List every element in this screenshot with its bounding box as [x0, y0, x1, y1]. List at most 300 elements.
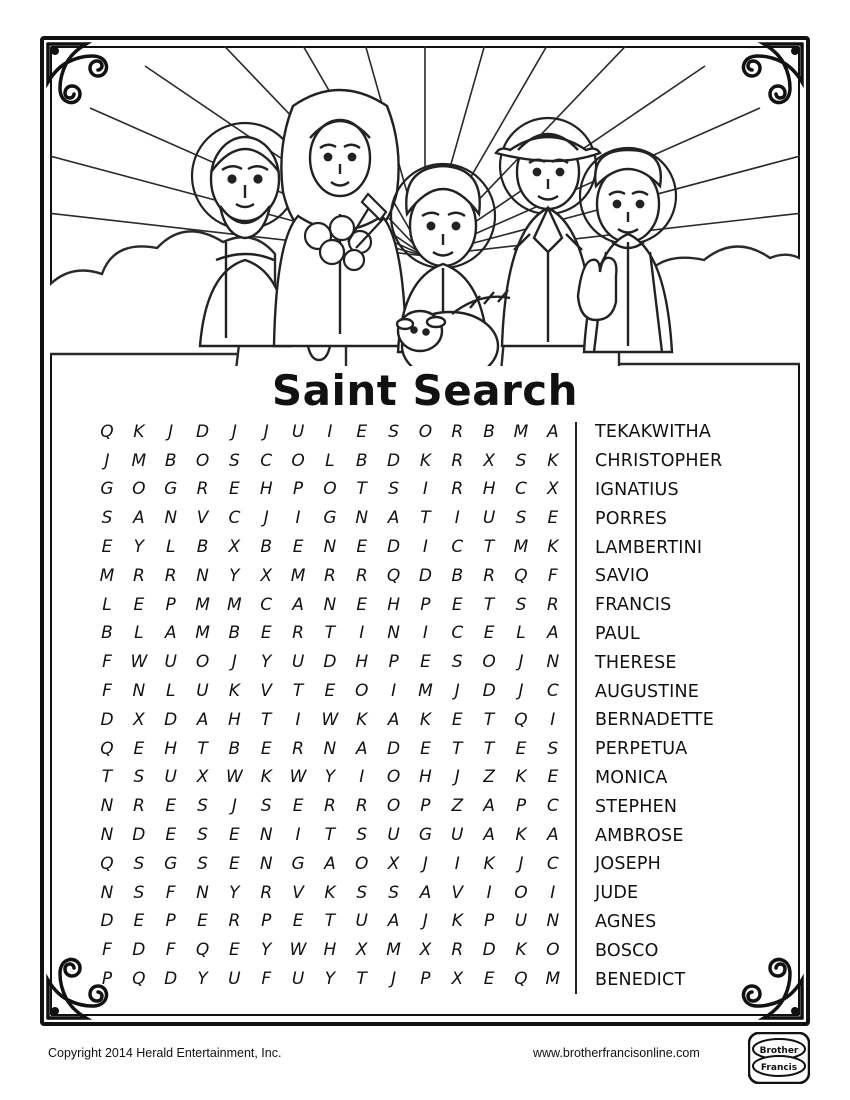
grid-letter[interactable]: S: [356, 882, 368, 903]
grid-letter[interactable]: R: [483, 565, 496, 586]
grid-letter[interactable]: A: [196, 709, 209, 730]
grid-letter[interactable]: E: [483, 623, 495, 644]
grid-letter[interactable]: N: [546, 652, 560, 673]
grid-letter[interactable]: O: [355, 681, 369, 702]
grid-letter[interactable]: U: [291, 421, 305, 442]
grid-letter[interactable]: N: [323, 738, 337, 759]
grid-letter[interactable]: D: [132, 825, 146, 846]
grid-letter[interactable]: E: [260, 623, 272, 644]
grid-letter[interactable]: A: [133, 508, 145, 529]
grid-letter[interactable]: R: [451, 450, 464, 471]
grid-letter[interactable]: X: [260, 565, 273, 586]
grid-letter[interactable]: T: [483, 537, 495, 558]
word-list-item[interactable]: CHRISTOPHER: [595, 451, 723, 472]
grid-letter[interactable]: J: [263, 421, 269, 442]
word-list-item[interactable]: AGNES: [595, 911, 657, 932]
word-list-item[interactable]: SAVIO: [595, 566, 650, 587]
grid-letter[interactable]: A: [387, 911, 400, 932]
grid-letter[interactable]: C: [451, 537, 464, 558]
grid-letter[interactable]: K: [483, 853, 495, 874]
grid-letter[interactable]: N: [259, 825, 273, 846]
grid-letter[interactable]: Y: [261, 652, 272, 673]
grid-letter[interactable]: Y: [324, 969, 336, 990]
grid-letter[interactable]: S: [547, 738, 559, 759]
grid-letter[interactable]: E: [229, 853, 240, 874]
grid-letter[interactable]: Q: [100, 421, 114, 442]
grid-letter[interactable]: K: [260, 767, 272, 788]
grid-letter[interactable]: K: [356, 709, 368, 730]
grid-letter[interactable]: N: [132, 681, 146, 702]
grid-letter[interactable]: O: [386, 767, 401, 788]
word-list-item[interactable]: BERNADETTE: [595, 710, 714, 731]
grid-letter[interactable]: S: [197, 825, 208, 846]
grid-letter[interactable]: X: [196, 767, 209, 788]
grid-letter[interactable]: D: [132, 940, 146, 961]
grid-letter[interactable]: R: [355, 796, 368, 817]
grid-letter[interactable]: U: [228, 969, 241, 990]
grid-letter[interactable]: E: [133, 911, 145, 932]
grid-letter[interactable]: A: [546, 825, 559, 846]
grid-letter[interactable]: P: [420, 796, 431, 817]
grid-letter[interactable]: H: [259, 479, 273, 500]
grid-letter[interactable]: B: [260, 537, 273, 558]
grid-letter[interactable]: D: [418, 565, 432, 586]
grid-letter[interactable]: O: [132, 479, 146, 500]
grid-letter[interactable]: Z: [483, 767, 495, 788]
grid-letter[interactable]: C: [260, 450, 273, 471]
grid-letter[interactable]: T: [292, 681, 304, 702]
grid-letter[interactable]: R: [196, 479, 209, 500]
grid-letter[interactable]: S: [197, 796, 208, 817]
grid-letter[interactable]: I: [295, 709, 301, 730]
grid-letter[interactable]: O: [323, 479, 337, 500]
grid-letter[interactable]: W: [289, 767, 307, 788]
grid-letter[interactable]: N: [196, 882, 209, 903]
grid-letter[interactable]: X: [419, 940, 432, 961]
grid-letter[interactable]: R: [546, 594, 559, 615]
grid-letter[interactable]: D: [100, 709, 114, 730]
grid-letter[interactable]: J: [391, 969, 397, 990]
grid-letter[interactable]: I: [454, 853, 460, 874]
grid-letter[interactable]: B: [355, 450, 368, 471]
grid-letter[interactable]: N: [196, 565, 209, 586]
grid-letter[interactable]: E: [101, 537, 113, 558]
grid-letter[interactable]: C: [546, 853, 559, 874]
grid-letter[interactable]: K: [419, 450, 432, 471]
grid-letter[interactable]: T: [324, 825, 336, 846]
grid-letter[interactable]: S: [260, 796, 272, 817]
grid-letter[interactable]: Y: [133, 537, 145, 558]
grid-letter[interactable]: N: [387, 623, 400, 644]
grid-letter[interactable]: N: [259, 853, 273, 874]
grid-letter[interactable]: C: [546, 681, 559, 702]
grid-letter[interactable]: M: [545, 969, 561, 990]
grid-letter[interactable]: K: [515, 825, 527, 846]
grid-letter[interactable]: Y: [324, 767, 336, 788]
grid-letter[interactable]: J: [454, 681, 460, 702]
grid-letter[interactable]: I: [422, 537, 428, 558]
grid-letter[interactable]: R: [132, 796, 145, 817]
grid-letter[interactable]: T: [483, 594, 495, 615]
grid-letter[interactable]: S: [388, 421, 399, 442]
grid-letter[interactable]: D: [100, 911, 114, 932]
grid-letter[interactable]: I: [550, 709, 556, 730]
grid-letter[interactable]: Q: [514, 969, 528, 990]
grid-letter[interactable]: T: [101, 767, 113, 788]
grid-letter[interactable]: I: [422, 479, 428, 500]
grid-letter[interactable]: L: [325, 450, 335, 471]
grid-letter[interactable]: I: [550, 882, 556, 903]
grid-letter[interactable]: T: [261, 709, 272, 730]
grid-letter[interactable]: T: [324, 911, 336, 932]
grid-letter[interactable]: V: [196, 508, 209, 529]
grid-letter[interactable]: J: [231, 652, 237, 673]
grid-letter[interactable]: Q: [100, 853, 114, 874]
grid-letter[interactable]: L: [516, 623, 526, 644]
word-list-item[interactable]: AMBROSE: [595, 825, 684, 846]
grid-letter[interactable]: G: [323, 508, 337, 529]
grid-letter[interactable]: M: [290, 565, 306, 586]
word-list-item[interactable]: IGNATIUS: [595, 479, 679, 500]
grid-letter[interactable]: U: [291, 969, 305, 990]
word-list-item[interactable]: FRANCIS: [595, 595, 672, 616]
grid-letter[interactable]: S: [228, 450, 240, 471]
grid-letter[interactable]: A: [355, 738, 368, 759]
grid-letter[interactable]: U: [451, 825, 464, 846]
grid-letter[interactable]: E: [197, 911, 208, 932]
grid-letter[interactable]: P: [515, 796, 527, 817]
grid-letter[interactable]: S: [133, 853, 145, 874]
grid-letter[interactable]: X: [228, 537, 241, 558]
grid-letter[interactable]: G: [418, 825, 433, 846]
grid-letter[interactable]: A: [387, 508, 400, 529]
grid-letter[interactable]: F: [102, 940, 112, 961]
grid-letter[interactable]: X: [546, 479, 559, 500]
grid-letter[interactable]: S: [451, 652, 463, 673]
grid-letter[interactable]: H: [355, 652, 369, 673]
grid-letter[interactable]: E: [356, 421, 368, 442]
grid-letter[interactable]: I: [486, 882, 492, 903]
grid-letter[interactable]: J: [104, 450, 110, 471]
grid-letter[interactable]: I: [295, 508, 301, 529]
grid-letter[interactable]: S: [515, 450, 527, 471]
grid-letter[interactable]: K: [515, 767, 527, 788]
grid-letter[interactable]: U: [355, 911, 368, 932]
grid-letter[interactable]: U: [291, 652, 305, 673]
grid-letter[interactable]: H: [227, 709, 241, 730]
grid-letter[interactable]: Q: [132, 969, 146, 990]
grid-letter[interactable]: E: [356, 537, 368, 558]
grid-letter[interactable]: E: [420, 652, 431, 673]
grid-letter[interactable]: I: [422, 623, 428, 644]
grid-letter[interactable]: N: [323, 594, 337, 615]
grid-letter[interactable]: N: [100, 882, 114, 903]
grid-letter[interactable]: C: [546, 796, 559, 817]
grid-letter[interactable]: E: [515, 738, 527, 759]
grid-letter[interactable]: D: [482, 681, 496, 702]
grid-letter[interactable]: E: [292, 911, 304, 932]
grid-letter[interactable]: H: [419, 767, 432, 788]
grid-letter[interactable]: P: [261, 911, 272, 932]
grid-letter[interactable]: P: [388, 652, 399, 673]
grid-letter[interactable]: S: [515, 508, 527, 529]
grid-letter[interactable]: C: [451, 623, 464, 644]
grid-letter[interactable]: K: [228, 681, 240, 702]
grid-letter[interactable]: E: [133, 738, 145, 759]
word-list-item[interactable]: PORRES: [595, 508, 668, 529]
grid-letter[interactable]: J: [422, 911, 428, 932]
grid-letter[interactable]: F: [547, 565, 558, 586]
grid-letter[interactable]: D: [164, 969, 178, 990]
grid-letter[interactable]: J: [518, 681, 524, 702]
grid-letter[interactable]: K: [133, 421, 145, 442]
grid-letter[interactable]: O: [418, 421, 433, 442]
grid-letter[interactable]: N: [100, 825, 114, 846]
grid-letter[interactable]: J: [231, 421, 237, 442]
word-list-item[interactable]: JOSEPH: [595, 854, 662, 875]
grid-letter[interactable]: E: [133, 594, 145, 615]
grid-letter[interactable]: D: [387, 738, 401, 759]
grid-letter[interactable]: O: [195, 652, 210, 673]
grid-letter[interactable]: O: [291, 450, 305, 471]
word-list-item[interactable]: BOSCO: [595, 940, 659, 961]
grid-letter[interactable]: E: [547, 508, 559, 529]
grid-letter[interactable]: T: [356, 969, 367, 990]
grid-letter[interactable]: U: [164, 767, 177, 788]
grid-letter[interactable]: R: [324, 565, 336, 586]
grid-letter[interactable]: P: [101, 969, 113, 990]
grid-letter[interactable]: J: [454, 767, 460, 788]
grid-letter[interactable]: X: [483, 450, 495, 471]
grid-letter[interactable]: R: [260, 882, 273, 903]
grid-letter[interactable]: T: [420, 508, 431, 529]
grid-letter[interactable]: Q: [386, 565, 401, 586]
website-url[interactable]: www.brotherfrancisonline.com: [533, 1046, 700, 1060]
grid-letter[interactable]: Z: [451, 796, 464, 817]
grid-letter[interactable]: W: [289, 940, 307, 961]
grid-letter[interactable]: I: [359, 767, 365, 788]
grid-letter[interactable]: S: [356, 825, 368, 846]
grid-letter[interactable]: T: [483, 738, 495, 759]
grid-letter[interactable]: L: [134, 623, 144, 644]
grid-letter[interactable]: F: [165, 882, 176, 903]
grid-letter[interactable]: E: [292, 537, 304, 558]
grid-letter[interactable]: R: [164, 565, 177, 586]
word-list-item[interactable]: THERESE: [595, 652, 677, 673]
word-list-item[interactable]: PAUL: [595, 623, 640, 644]
grid-letter[interactable]: C: [260, 594, 273, 615]
grid-letter[interactable]: I: [327, 421, 333, 442]
grid-letter[interactable]: O: [386, 796, 401, 817]
word-list-item[interactable]: STEPHEN: [595, 796, 678, 817]
grid-letter[interactable]: B: [228, 738, 241, 759]
grid-letter[interactable]: M: [418, 681, 433, 702]
grid-letter[interactable]: P: [420, 594, 431, 615]
grid-letter[interactable]: M: [195, 623, 210, 644]
grid-letter[interactable]: A: [164, 623, 177, 644]
grid-letter[interactable]: S: [515, 594, 527, 615]
grid-letter[interactable]: E: [229, 479, 240, 500]
word-list-item[interactable]: BENEDICT: [595, 969, 686, 990]
grid-letter[interactable]: M: [131, 450, 147, 471]
grid-letter[interactable]: F: [165, 940, 176, 961]
grid-letter[interactable]: I: [359, 623, 365, 644]
grid-letter[interactable]: O: [195, 450, 210, 471]
grid-letter[interactable]: C: [515, 479, 527, 500]
grid-letter[interactable]: J: [518, 853, 524, 874]
word-list-item[interactable]: AUGUSTINE: [595, 681, 700, 702]
grid-letter[interactable]: N: [164, 508, 178, 529]
grid-letter[interactable]: Y: [197, 969, 208, 990]
grid-letter[interactable]: W: [130, 652, 148, 673]
grid-letter[interactable]: E: [229, 825, 240, 846]
grid-letter[interactable]: K: [419, 709, 432, 730]
grid-letter[interactable]: B: [228, 623, 241, 644]
grid-letter[interactable]: S: [388, 882, 399, 903]
grid-letter[interactable]: V: [451, 882, 464, 903]
grid-letter[interactable]: L: [165, 537, 176, 558]
grid-letter[interactable]: M: [195, 594, 210, 615]
grid-letter[interactable]: E: [324, 681, 336, 702]
grid-letter[interactable]: B: [164, 450, 177, 471]
grid-letter[interactable]: R: [451, 421, 464, 442]
word-list-item[interactable]: JUDE: [595, 883, 639, 904]
word-list-item[interactable]: MONICA: [595, 767, 668, 788]
grid-letter[interactable]: A: [324, 853, 336, 874]
grid-letter[interactable]: M: [513, 537, 529, 558]
grid-letter[interactable]: K: [547, 537, 559, 558]
grid-letter[interactable]: P: [165, 594, 176, 615]
grid-letter[interactable]: F: [102, 681, 112, 702]
grid-letter[interactable]: U: [196, 681, 209, 702]
grid-letter[interactable]: K: [515, 940, 527, 961]
grid-letter[interactable]: A: [419, 882, 432, 903]
grid-letter[interactable]: N: [323, 537, 337, 558]
grid-letter[interactable]: R: [451, 479, 464, 500]
grid-letter[interactable]: R: [451, 940, 464, 961]
grid-letter[interactable]: O: [482, 652, 496, 673]
grid-letter[interactable]: R: [132, 565, 145, 586]
grid-letter[interactable]: S: [197, 853, 208, 874]
grid-letter[interactable]: S: [133, 882, 145, 903]
grid-letter[interactable]: J: [263, 508, 269, 529]
grid-letter[interactable]: H: [387, 594, 400, 615]
grid-letter[interactable]: E: [260, 738, 272, 759]
grid-letter[interactable]: J: [168, 421, 174, 442]
grid-letter[interactable]: A: [546, 421, 559, 442]
grid-letter[interactable]: V: [292, 882, 304, 903]
grid-letter[interactable]: Y: [261, 940, 272, 961]
grid-letter[interactable]: H: [323, 940, 337, 961]
grid-letter[interactable]: H: [164, 738, 178, 759]
grid-letter[interactable]: N: [100, 796, 114, 817]
grid-letter[interactable]: K: [324, 882, 336, 903]
grid-letter[interactable]: E: [451, 594, 463, 615]
grid-letter[interactable]: F: [102, 652, 112, 673]
grid-letter[interactable]: X: [387, 853, 400, 874]
grid-letter[interactable]: Y: [229, 565, 240, 586]
grid-letter[interactable]: U: [514, 911, 528, 932]
grid-letter[interactable]: T: [356, 479, 367, 500]
grid-letter[interactable]: M: [513, 421, 529, 442]
grid-letter[interactable]: G: [291, 853, 305, 874]
grid-letter[interactable]: L: [102, 594, 112, 615]
grid-letter[interactable]: A: [546, 623, 559, 644]
grid-letter[interactable]: D: [387, 450, 401, 471]
grid-letter[interactable]: P: [483, 911, 495, 932]
grid-letter[interactable]: I: [391, 681, 397, 702]
grid-letter[interactable]: A: [292, 594, 304, 615]
grid-letter[interactable]: A: [483, 825, 495, 846]
grid-letter[interactable]: B: [483, 421, 495, 442]
grid-letter[interactable]: P: [165, 911, 176, 932]
grid-letter[interactable]: T: [324, 623, 336, 644]
grid-letter[interactable]: E: [292, 796, 304, 817]
grid-letter[interactable]: E: [547, 767, 559, 788]
grid-letter[interactable]: X: [133, 709, 145, 730]
grid-letter[interactable]: U: [164, 652, 177, 673]
grid-letter[interactable]: E: [483, 969, 495, 990]
grid-letter[interactable]: O: [546, 940, 560, 961]
grid-letter[interactable]: U: [387, 825, 400, 846]
grid-letter[interactable]: S: [388, 479, 399, 500]
grid-letter[interactable]: C: [228, 508, 241, 529]
grid-letter[interactable]: X: [451, 969, 464, 990]
grid-letter[interactable]: H: [482, 479, 496, 500]
grid-letter[interactable]: J: [231, 796, 237, 817]
grid-letter[interactable]: W: [225, 767, 243, 788]
grid-letter[interactable]: R: [292, 738, 304, 759]
grid-letter[interactable]: X: [355, 940, 368, 961]
grid-letter[interactable]: M: [227, 594, 242, 615]
grid-letter[interactable]: W: [321, 709, 339, 730]
grid-letter[interactable]: Q: [514, 709, 528, 730]
grid-letter[interactable]: B: [101, 623, 113, 644]
grid-letter[interactable]: R: [324, 796, 336, 817]
grid-letter[interactable]: G: [164, 853, 178, 874]
grid-letter[interactable]: O: [514, 882, 528, 903]
grid-letter[interactable]: S: [101, 508, 113, 529]
grid-letter[interactable]: J: [518, 652, 524, 673]
grid-letter[interactable]: L: [165, 681, 176, 702]
grid-letter[interactable]: U: [482, 508, 496, 529]
grid-letter[interactable]: B: [451, 565, 464, 586]
grid-letter[interactable]: P: [420, 969, 431, 990]
word-list-item[interactable]: LAMBERTINI: [595, 537, 703, 558]
grid-letter[interactable]: Y: [229, 882, 240, 903]
word-list-item[interactable]: TEKAKWITHA: [595, 422, 712, 443]
grid-letter[interactable]: T: [452, 738, 463, 759]
grid-letter[interactable]: Q: [514, 565, 528, 586]
grid-letter[interactable]: R: [292, 623, 304, 644]
word-list-item[interactable]: PERPETUA: [595, 739, 688, 760]
grid-letter[interactable]: E: [451, 709, 463, 730]
grid-letter[interactable]: P: [292, 479, 304, 500]
grid-letter[interactable]: R: [228, 911, 241, 932]
grid-letter[interactable]: O: [355, 853, 369, 874]
grid-letter[interactable]: J: [422, 853, 428, 874]
grid-letter[interactable]: D: [164, 709, 178, 730]
grid-letter[interactable]: N: [355, 508, 369, 529]
grid-letter[interactable]: V: [260, 681, 273, 702]
grid-letter[interactable]: E: [165, 825, 177, 846]
grid-letter[interactable]: D: [323, 652, 337, 673]
grid-letter[interactable]: K: [547, 450, 559, 471]
grid-letter[interactable]: M: [386, 940, 401, 961]
grid-letter[interactable]: I: [454, 508, 460, 529]
grid-letter[interactable]: A: [387, 709, 400, 730]
grid-letter[interactable]: D: [195, 421, 210, 442]
